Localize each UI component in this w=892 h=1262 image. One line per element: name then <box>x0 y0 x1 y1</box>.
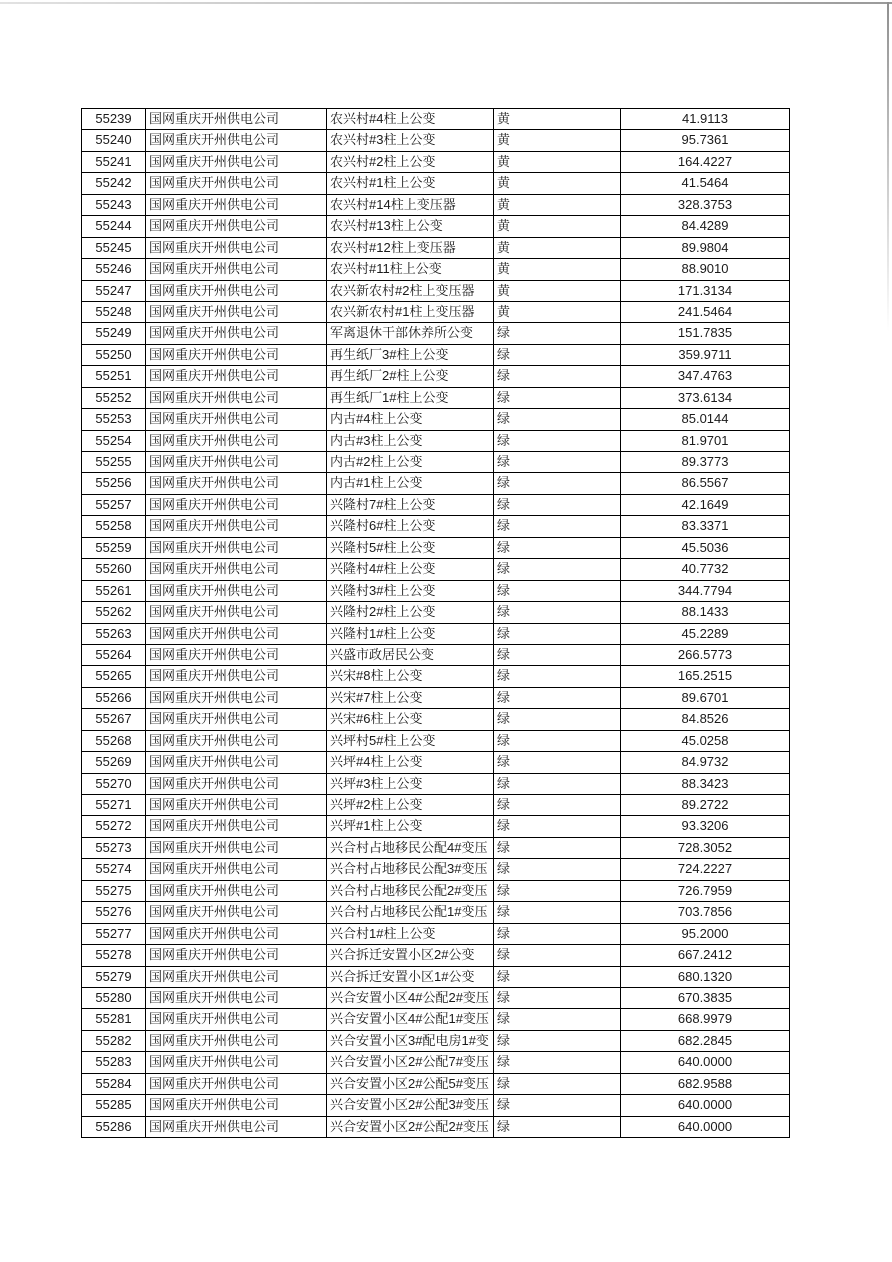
power-data-table-body <box>82 109 790 1138</box>
cell-row-id[interactable]: 55281 <box>82 1009 146 1030</box>
cell-company[interactable]: 国网重庆开州供电公司 <box>146 280 327 301</box>
cell-status-color[interactable]: 绿 <box>494 537 621 558</box>
cell-device-name[interactable]: 兴合安置小区2#公配3#变压 <box>327 1095 494 1116</box>
table-row <box>82 366 790 387</box>
cell-device-name[interactable]: 兴隆村7#柱上公变 <box>327 494 494 515</box>
cell-row-id[interactable]: 55240 <box>82 130 146 151</box>
cell-status-color[interactable]: 黄 <box>494 259 621 280</box>
cell-row-id[interactable]: 55263 <box>82 623 146 644</box>
cell-company[interactable]: 国网重庆开州供电公司 <box>146 730 327 751</box>
cell-company[interactable]: 国网重庆开州供电公司 <box>146 687 327 708</box>
screen-top-edge <box>0 2 892 4</box>
table-row <box>82 323 790 344</box>
cell-company[interactable]: 国网重庆开州供电公司 <box>146 323 327 344</box>
cell-status-color[interactable]: 绿 <box>494 387 621 408</box>
cell-row-id[interactable]: 55246 <box>82 259 146 280</box>
cell-row-id[interactable]: 55255 <box>82 452 146 473</box>
cell-status-color[interactable]: 绿 <box>494 516 621 537</box>
cell-status-color[interactable]: 绿 <box>494 452 621 473</box>
cell-status-color[interactable]: 绿 <box>494 945 621 966</box>
cell-device-name[interactable]: 兴合村1#柱上公变 <box>327 923 494 944</box>
cell-status-color[interactable]: 黄 <box>494 173 621 194</box>
cell-company[interactable]: 国网重庆开州供电公司 <box>146 966 327 987</box>
cell-status-color[interactable]: 绿 <box>494 430 621 451</box>
cell-device-name[interactable]: 兴合拆迁安置小区1#公变 <box>327 966 494 987</box>
table-row <box>82 602 790 623</box>
table-row <box>82 1030 790 1051</box>
cell-status-color[interactable]: 黄 <box>494 109 621 130</box>
cell-status-color[interactable]: 绿 <box>494 344 621 365</box>
cell-value[interactable]: 682.9588 <box>621 1073 790 1094</box>
cell-status-color[interactable]: 绿 <box>494 859 621 880</box>
cell-row-id[interactable]: 55266 <box>82 687 146 708</box>
cell-row-id[interactable]: 55252 <box>82 387 146 408</box>
cell-value[interactable]: 95.7361 <box>621 130 790 151</box>
cell-company[interactable]: 国网重庆开州供电公司 <box>146 473 327 494</box>
cell-device-name[interactable]: 兴坪村5#柱上公变 <box>327 730 494 751</box>
cell-value[interactable]: 347.4763 <box>621 366 790 387</box>
cell-value[interactable]: 88.3423 <box>621 773 790 794</box>
cell-value[interactable]: 89.6701 <box>621 687 790 708</box>
cell-value[interactable]: 171.3134 <box>621 280 790 301</box>
table-row <box>82 194 790 215</box>
cell-company[interactable]: 国网重庆开州供电公司 <box>146 387 327 408</box>
cell-value[interactable]: 726.7959 <box>621 880 790 901</box>
cell-status-color[interactable]: 绿 <box>494 323 621 344</box>
cell-device-name[interactable]: 再生纸厂1#柱上公变 <box>327 387 494 408</box>
cell-company[interactable]: 国网重庆开州供电公司 <box>146 216 327 237</box>
cell-device-name[interactable]: 兴坪#1柱上公变 <box>327 816 494 837</box>
table-row <box>82 494 790 515</box>
cell-row-id[interactable]: 55256 <box>82 473 146 494</box>
cell-value[interactable]: 45.0258 <box>621 730 790 751</box>
table-row <box>82 687 790 708</box>
cell-status-color[interactable]: 绿 <box>494 644 621 665</box>
cell-value[interactable]: 373.6134 <box>621 387 790 408</box>
cell-device-name[interactable]: 兴宋#8柱上公变 <box>327 666 494 687</box>
cell-company[interactable]: 国网重庆开州供电公司 <box>146 559 327 580</box>
cell-company[interactable]: 国网重庆开州供电公司 <box>146 109 327 130</box>
cell-device-name[interactable]: 兴合村占地移民公配3#变压 <box>327 859 494 880</box>
table-row <box>82 237 790 258</box>
table-row <box>82 752 790 773</box>
cell-row-id[interactable]: 55258 <box>82 516 146 537</box>
cell-value[interactable]: 703.7856 <box>621 902 790 923</box>
cell-status-color[interactable]: 绿 <box>494 602 621 623</box>
cell-status-color[interactable]: 绿 <box>494 666 621 687</box>
cell-company[interactable]: 国网重庆开州供电公司 <box>146 945 327 966</box>
cell-value[interactable]: 84.4289 <box>621 216 790 237</box>
cell-value[interactable]: 83.3371 <box>621 516 790 537</box>
cell-company[interactable]: 国网重庆开州供电公司 <box>146 1030 327 1051</box>
cell-row-id[interactable]: 55272 <box>82 816 146 837</box>
table-row <box>82 259 790 280</box>
cell-row-id[interactable]: 55271 <box>82 795 146 816</box>
cell-value[interactable]: 640.0000 <box>621 1095 790 1116</box>
table-row <box>82 473 790 494</box>
cell-company[interactable]: 国网重庆开州供电公司 <box>146 1009 327 1030</box>
cell-status-color[interactable]: 绿 <box>494 1116 621 1137</box>
cell-value[interactable]: 165.2515 <box>621 666 790 687</box>
table-row <box>82 344 790 365</box>
cell-status-color[interactable]: 绿 <box>494 473 621 494</box>
cell-company[interactable]: 国网重庆开州供电公司 <box>146 516 327 537</box>
cell-row-id[interactable]: 55257 <box>82 494 146 515</box>
cell-status-color[interactable]: 绿 <box>494 409 621 430</box>
cell-device-name[interactable]: 兴合拆迁安置小区2#公变 <box>327 945 494 966</box>
cell-row-id[interactable]: 55264 <box>82 644 146 665</box>
cell-company[interactable]: 国网重庆开州供电公司 <box>146 494 327 515</box>
cell-company[interactable]: 国网重庆开州供电公司 <box>146 580 327 601</box>
screen-right-edge <box>887 2 889 332</box>
power-data-table <box>81 108 790 1138</box>
cell-company[interactable]: 国网重庆开州供电公司 <box>146 602 327 623</box>
cell-device-name[interactable]: 内古#1柱上公变 <box>327 473 494 494</box>
cell-row-id[interactable]: 55273 <box>82 837 146 858</box>
cell-row-id[interactable]: 55254 <box>82 430 146 451</box>
table-row <box>82 580 790 601</box>
cell-company[interactable]: 国网重庆开州供电公司 <box>146 173 327 194</box>
table-row <box>82 709 790 730</box>
cell-device-name[interactable]: 内古#4柱上公变 <box>327 409 494 430</box>
cell-device-name[interactable]: 兴隆村4#柱上公变 <box>327 559 494 580</box>
cell-row-id[interactable]: 55285 <box>82 1095 146 1116</box>
cell-status-color[interactable]: 绿 <box>494 966 621 987</box>
cell-device-name[interactable]: 兴坪#2柱上公变 <box>327 795 494 816</box>
cell-status-color[interactable]: 绿 <box>494 580 621 601</box>
table-row <box>82 280 790 301</box>
cell-status-color[interactable]: 黄 <box>494 216 621 237</box>
cell-company[interactable]: 国网重庆开州供电公司 <box>146 987 327 1008</box>
cell-company[interactable]: 国网重庆开州供电公司 <box>146 366 327 387</box>
cell-status-color[interactable]: 绿 <box>494 837 621 858</box>
cell-device-name[interactable]: 农兴村#14柱上变压器 <box>327 194 494 215</box>
cell-company[interactable]: 国网重庆开州供电公司 <box>146 1073 327 1094</box>
cell-company[interactable]: 国网重庆开州供电公司 <box>146 837 327 858</box>
cell-company[interactable]: 国网重庆开州供电公司 <box>146 773 327 794</box>
cell-value[interactable]: 81.9701 <box>621 430 790 451</box>
cell-company[interactable]: 国网重庆开州供电公司 <box>146 880 327 901</box>
cell-device-name[interactable]: 农兴村#12柱上变压器 <box>327 237 494 258</box>
cell-company[interactable]: 国网重庆开州供电公司 <box>146 344 327 365</box>
cell-device-name[interactable]: 兴合安置小区4#公配2#变压 <box>327 987 494 1008</box>
cell-device-name[interactable]: 再生纸厂3#柱上公变 <box>327 344 494 365</box>
cell-value[interactable]: 640.0000 <box>621 1116 790 1137</box>
table-row <box>82 623 790 644</box>
table-row <box>82 966 790 987</box>
table-row <box>82 452 790 473</box>
cell-row-id[interactable]: 55247 <box>82 280 146 301</box>
table-row <box>82 1116 790 1137</box>
table-row <box>82 430 790 451</box>
cell-row-id[interactable]: 55265 <box>82 666 146 687</box>
cell-value[interactable]: 724.2227 <box>621 859 790 880</box>
cell-value[interactable]: 241.5464 <box>621 301 790 322</box>
cell-company[interactable]: 国网重庆开州供电公司 <box>146 430 327 451</box>
cell-device-name[interactable]: 兴宋#6柱上公变 <box>327 709 494 730</box>
cell-row-id[interactable]: 55245 <box>82 237 146 258</box>
cell-value[interactable]: 670.3835 <box>621 987 790 1008</box>
cell-device-name[interactable]: 农兴村#3柱上公变 <box>327 130 494 151</box>
cell-value[interactable]: 84.8526 <box>621 709 790 730</box>
cell-row-id[interactable]: 55270 <box>82 773 146 794</box>
cell-device-name[interactable]: 兴坪#3柱上公变 <box>327 773 494 794</box>
cell-device-name[interactable]: 军离退休干部休养所公变 <box>327 323 494 344</box>
table-row <box>82 1009 790 1030</box>
cell-value[interactable]: 89.9804 <box>621 237 790 258</box>
table-row <box>82 1073 790 1094</box>
cell-device-name[interactable]: 兴隆村2#柱上公变 <box>327 602 494 623</box>
cell-device-name[interactable]: 农兴新农村#1柱上变压器 <box>327 301 494 322</box>
table-row <box>82 151 790 172</box>
cell-company[interactable]: 国网重庆开州供电公司 <box>146 1095 327 1116</box>
cell-status-color[interactable]: 绿 <box>494 494 621 515</box>
cell-value[interactable]: 359.9711 <box>621 344 790 365</box>
cell-status-color[interactable]: 绿 <box>494 1009 621 1030</box>
table-row <box>82 409 790 430</box>
cell-value[interactable]: 88.1433 <box>621 602 790 623</box>
table-row <box>82 987 790 1008</box>
table-row <box>82 559 790 580</box>
cell-value[interactable]: 45.5036 <box>621 537 790 558</box>
cell-device-name[interactable]: 兴合村占地移民公配2#变压 <box>327 880 494 901</box>
cell-value[interactable]: 45.2289 <box>621 623 790 644</box>
cell-value[interactable]: 42.1649 <box>621 494 790 515</box>
cell-status-color[interactable]: 绿 <box>494 923 621 944</box>
cell-status-color[interactable]: 绿 <box>494 752 621 773</box>
cell-status-color[interactable]: 绿 <box>494 709 621 730</box>
cell-row-id[interactable]: 55268 <box>82 730 146 751</box>
cell-row-id[interactable]: 55243 <box>82 194 146 215</box>
cell-company[interactable]: 国网重庆开州供电公司 <box>146 194 327 215</box>
cell-status-color[interactable]: 绿 <box>494 1073 621 1094</box>
cell-company[interactable]: 国网重庆开州供电公司 <box>146 623 327 644</box>
cell-device-name[interactable]: 农兴村#1柱上公变 <box>327 173 494 194</box>
cell-device-name[interactable]: 兴隆村3#柱上公变 <box>327 580 494 601</box>
cell-company[interactable]: 国网重庆开州供电公司 <box>146 709 327 730</box>
cell-company[interactable]: 国网重庆开州供电公司 <box>146 452 327 473</box>
table-row <box>82 1052 790 1073</box>
cell-row-id[interactable]: 55262 <box>82 602 146 623</box>
cell-value[interactable]: 680.1320 <box>621 966 790 987</box>
cell-value[interactable]: 728.3052 <box>621 837 790 858</box>
cell-value[interactable]: 164.4227 <box>621 151 790 172</box>
cell-value[interactable]: 682.2845 <box>621 1030 790 1051</box>
cell-row-id[interactable]: 55269 <box>82 752 146 773</box>
cell-status-color[interactable]: 绿 <box>494 1052 621 1073</box>
cell-device-name[interactable]: 兴合村占地移民公配4#变压 <box>327 837 494 858</box>
cell-device-name[interactable]: 兴隆村6#柱上公变 <box>327 516 494 537</box>
cell-status-color[interactable]: 绿 <box>494 687 621 708</box>
cell-device-name[interactable]: 农兴新农村#2柱上变压器 <box>327 280 494 301</box>
cell-company[interactable]: 国网重庆开州供电公司 <box>146 409 327 430</box>
cell-status-color[interactable]: 绿 <box>494 987 621 1008</box>
cell-status-color[interactable]: 绿 <box>494 1030 621 1051</box>
cell-company[interactable]: 国网重庆开州供电公司 <box>146 301 327 322</box>
cell-value[interactable]: 85.0144 <box>621 409 790 430</box>
cell-status-color[interactable]: 绿 <box>494 1095 621 1116</box>
cell-row-id[interactable]: 55286 <box>82 1116 146 1137</box>
cell-company[interactable]: 国网重庆开州供电公司 <box>146 902 327 923</box>
table-row <box>82 1095 790 1116</box>
cell-value[interactable]: 84.9732 <box>621 752 790 773</box>
cell-value[interactable]: 95.2000 <box>621 923 790 944</box>
cell-company[interactable]: 国网重庆开州供电公司 <box>146 666 327 687</box>
cell-device-name[interactable]: 兴合安置小区3#配电房1#变 <box>327 1030 494 1051</box>
cell-device-name[interactable]: 兴盛市政居民公变 <box>327 644 494 665</box>
cell-device-name[interactable]: 再生纸厂2#柱上公变 <box>327 366 494 387</box>
table-row <box>82 730 790 751</box>
cell-row-id[interactable]: 55278 <box>82 945 146 966</box>
cell-device-name[interactable]: 农兴村#13柱上公变 <box>327 216 494 237</box>
cell-company[interactable]: 国网重庆开州供电公司 <box>146 130 327 151</box>
cell-value[interactable]: 89.2722 <box>621 795 790 816</box>
cell-value[interactable]: 328.3753 <box>621 194 790 215</box>
cell-company[interactable]: 国网重庆开州供电公司 <box>146 1052 327 1073</box>
table-row <box>82 859 790 880</box>
cell-device-name[interactable]: 兴合安置小区2#公配7#变压 <box>327 1052 494 1073</box>
table-row <box>82 644 790 665</box>
cell-status-color[interactable]: 绿 <box>494 880 621 901</box>
cell-value[interactable]: 86.5567 <box>621 473 790 494</box>
table-row <box>82 537 790 558</box>
cell-row-id[interactable]: 55261 <box>82 580 146 601</box>
cell-company[interactable]: 国网重庆开州供电公司 <box>146 923 327 944</box>
cell-row-id[interactable]: 55277 <box>82 923 146 944</box>
cell-row-id[interactable]: 55282 <box>82 1030 146 1051</box>
cell-value[interactable]: 151.7835 <box>621 323 790 344</box>
cell-row-id[interactable]: 55274 <box>82 859 146 880</box>
cell-status-color[interactable]: 绿 <box>494 730 621 751</box>
cell-value[interactable]: 667.2412 <box>621 945 790 966</box>
table-row <box>82 666 790 687</box>
cell-value[interactable]: 668.9979 <box>621 1009 790 1030</box>
cell-row-id[interactable]: 55251 <box>82 366 146 387</box>
cell-status-color[interactable]: 黄 <box>494 151 621 172</box>
cell-device-name[interactable]: 兴合村占地移民公配1#变压 <box>327 902 494 923</box>
cell-value[interactable]: 93.3206 <box>621 816 790 837</box>
cell-row-id[interactable]: 55244 <box>82 216 146 237</box>
table-row <box>82 902 790 923</box>
cell-device-name[interactable]: 农兴村#11柱上公变 <box>327 259 494 280</box>
cell-row-id[interactable]: 55248 <box>82 301 146 322</box>
cell-row-id[interactable]: 55284 <box>82 1073 146 1094</box>
table-row <box>82 795 790 816</box>
table-row <box>82 387 790 408</box>
cell-value[interactable]: 88.9010 <box>621 259 790 280</box>
cell-row-id[interactable]: 55279 <box>82 966 146 987</box>
cell-status-color[interactable]: 黄 <box>494 280 621 301</box>
cell-device-name[interactable]: 兴隆村5#柱上公变 <box>327 537 494 558</box>
cell-value[interactable]: 89.3773 <box>621 452 790 473</box>
cell-row-id[interactable]: 55259 <box>82 537 146 558</box>
table-row <box>82 945 790 966</box>
cell-device-name[interactable]: 农兴村#2柱上公变 <box>327 151 494 172</box>
cell-status-color[interactable]: 绿 <box>494 559 621 580</box>
cell-value[interactable]: 266.5773 <box>621 644 790 665</box>
cell-row-id[interactable]: 55242 <box>82 173 146 194</box>
cell-device-name[interactable]: 兴合安置小区2#公配2#变压 <box>327 1116 494 1137</box>
cell-status-color[interactable]: 绿 <box>494 773 621 794</box>
cell-row-id[interactable]: 55260 <box>82 559 146 580</box>
cell-company[interactable]: 国网重庆开州供电公司 <box>146 259 327 280</box>
cell-value[interactable]: 344.7794 <box>621 580 790 601</box>
table-row <box>82 173 790 194</box>
cell-device-name[interactable]: 内古#2柱上公变 <box>327 452 494 473</box>
cell-row-id[interactable]: 55249 <box>82 323 146 344</box>
cell-company[interactable]: 国网重庆开州供电公司 <box>146 644 327 665</box>
cell-company[interactable]: 国网重庆开州供电公司 <box>146 537 327 558</box>
table-row <box>82 837 790 858</box>
cell-device-name[interactable]: 农兴村#4柱上公变 <box>327 109 494 130</box>
table-row <box>82 109 790 130</box>
cell-status-color[interactable]: 黄 <box>494 301 621 322</box>
cell-device-name[interactable]: 兴隆村1#柱上公变 <box>327 623 494 644</box>
cell-device-name[interactable]: 兴坪#4柱上公变 <box>327 752 494 773</box>
cell-device-name[interactable]: 内古#3柱上公变 <box>327 430 494 451</box>
table-row <box>82 130 790 151</box>
cell-device-name[interactable]: 兴宋#7柱上公变 <box>327 687 494 708</box>
cell-value[interactable]: 41.9113 <box>621 109 790 130</box>
cell-device-name[interactable]: 兴合安置小区4#公配1#变压 <box>327 1009 494 1030</box>
cell-company[interactable]: 国网重庆开州供电公司 <box>146 795 327 816</box>
cell-value[interactable]: 40.7732 <box>621 559 790 580</box>
table-row <box>82 516 790 537</box>
cell-row-id[interactable]: 55239 <box>82 109 146 130</box>
table-row <box>82 880 790 901</box>
cell-row-id[interactable]: 55283 <box>82 1052 146 1073</box>
cell-company[interactable]: 国网重庆开州供电公司 <box>146 816 327 837</box>
cell-status-color[interactable]: 绿 <box>494 816 621 837</box>
cell-status-color[interactable]: 黄 <box>494 130 621 151</box>
cell-company[interactable]: 国网重庆开州供电公司 <box>146 151 327 172</box>
cell-row-id[interactable]: 55253 <box>82 409 146 430</box>
cell-row-id[interactable]: 55267 <box>82 709 146 730</box>
cell-company[interactable]: 国网重庆开州供电公司 <box>146 859 327 880</box>
table-row <box>82 816 790 837</box>
cell-company[interactable]: 国网重庆开州供电公司 <box>146 1116 327 1137</box>
cell-row-id[interactable]: 55280 <box>82 987 146 1008</box>
table-row <box>82 216 790 237</box>
cell-status-color[interactable]: 绿 <box>494 366 621 387</box>
cell-status-color[interactable]: 绿 <box>494 902 621 923</box>
table-row <box>82 301 790 322</box>
cell-value[interactable]: 640.0000 <box>621 1052 790 1073</box>
cell-status-color[interactable]: 绿 <box>494 623 621 644</box>
cell-status-color[interactable]: 黄 <box>494 194 621 215</box>
cell-row-id[interactable]: 55250 <box>82 344 146 365</box>
table-row <box>82 923 790 944</box>
cell-value[interactable]: 41.5464 <box>621 173 790 194</box>
cell-device-name[interactable]: 兴合安置小区2#公配5#变压 <box>327 1073 494 1094</box>
table-row <box>82 773 790 794</box>
cell-status-color[interactable]: 绿 <box>494 795 621 816</box>
cell-row-id[interactable]: 55276 <box>82 902 146 923</box>
cell-row-id[interactable]: 55241 <box>82 151 146 172</box>
cell-row-id[interactable]: 55275 <box>82 880 146 901</box>
cell-company[interactable]: 国网重庆开州供电公司 <box>146 752 327 773</box>
cell-status-color[interactable]: 黄 <box>494 237 621 258</box>
cell-company[interactable]: 国网重庆开州供电公司 <box>146 237 327 258</box>
